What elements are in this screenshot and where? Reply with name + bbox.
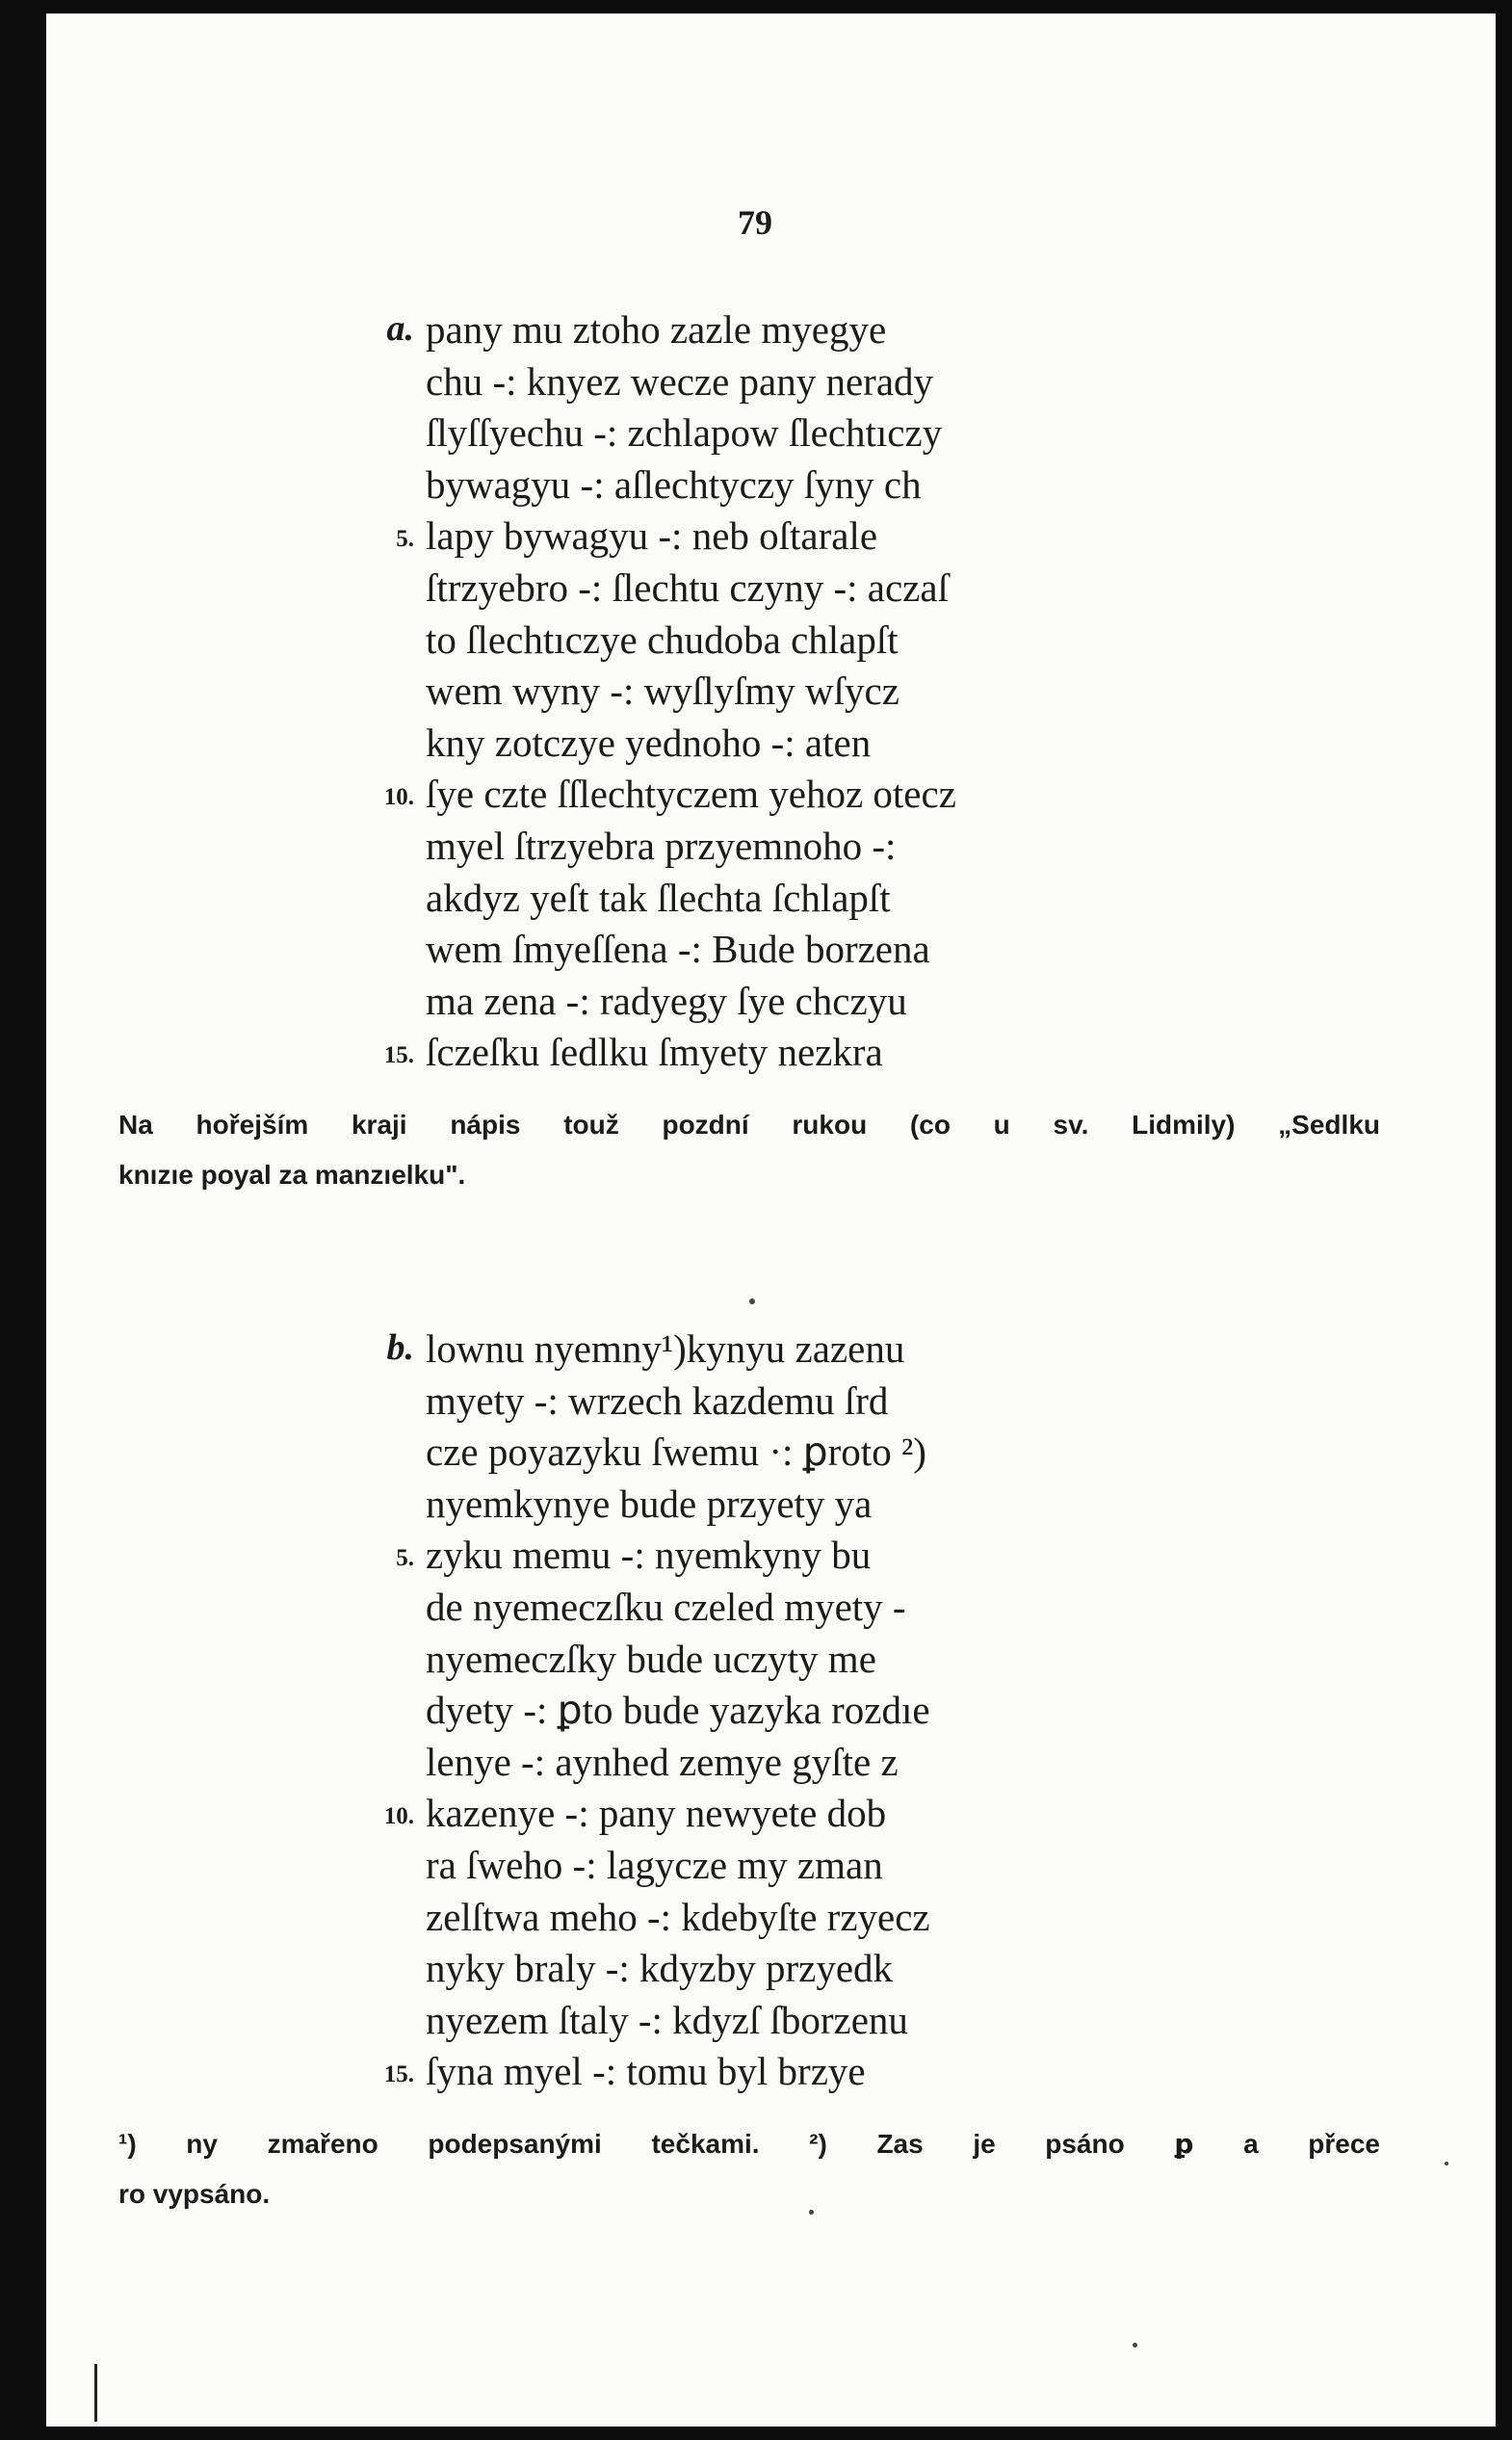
footnotes xyxy=(118,2119,1380,2219)
verse-text: de nyemeczſku czeled myety - xyxy=(426,1585,906,1629)
verse-line xyxy=(383,1030,883,1075)
verse-text: wem wyny -: wyſlyſmy wſycz xyxy=(426,669,899,714)
verse-text: pany mu ztoho zazle myegye xyxy=(426,307,887,352)
verse-line xyxy=(396,1533,872,1578)
verse-text: chu -: knyez wecze pany nerady xyxy=(426,358,934,404)
verse-line xyxy=(426,1377,889,1423)
verse-text: zelſtwa meho -: kdebyſte rzyecz xyxy=(426,1894,930,1939)
verse-line xyxy=(426,927,930,972)
scan-edge-mark xyxy=(94,2364,97,2422)
verse-line xyxy=(426,1430,926,1475)
verse-text: bywagyu -: aſlechtyczy ſyny ch xyxy=(426,461,922,507)
verse-line xyxy=(426,1894,930,1939)
line-marker: b. xyxy=(386,1327,414,1368)
verse-text: zyku memu -: nyemkyny bu xyxy=(426,1533,872,1578)
editorial-note-line-2: knızıe poyal za manzıelku". xyxy=(118,1160,466,1190)
verse-text: nyemkynye bude przyety ya xyxy=(426,1481,873,1526)
verse-line xyxy=(386,307,887,352)
document-page xyxy=(46,13,1496,2427)
verse-text: kazenye -: pany newyete dob xyxy=(426,1791,887,1836)
footnote-line-1: ¹) ny zmařeno podepsanými tečkami. ²) Zas je psáno ꝑ a přece xyxy=(118,2129,1380,2159)
verse-line xyxy=(426,1739,899,1784)
line-marker: 5. xyxy=(396,526,414,553)
verse-text: wem ſmyeſſena -: Bude borzena xyxy=(426,927,930,972)
verse-line xyxy=(426,720,872,765)
line-marker: 10. xyxy=(383,784,414,811)
verse-line xyxy=(426,1587,906,1627)
verse-text: ra ſweho -: lagycze my zman xyxy=(426,1843,883,1887)
footnote-line-2: ro vypsáno. xyxy=(118,2179,271,2209)
verse-text: cze poyazyku ſwemu ·: ꝑroto ²) xyxy=(426,1430,926,1475)
verse-line xyxy=(426,1997,908,2042)
verse-line xyxy=(383,1791,887,1836)
verse-line xyxy=(386,1326,905,1371)
verse-line xyxy=(426,1481,873,1526)
verse-text: ſlyſſyechu -: zchlapow ſlechtıczy xyxy=(426,410,943,456)
scan-speck xyxy=(1133,2343,1137,2348)
scan-speck xyxy=(809,2210,814,2215)
verse-text: lownu nyemny¹)kynyu zazenu xyxy=(426,1326,905,1371)
line-marker: 15. xyxy=(383,2061,414,2088)
verse-line xyxy=(383,2049,866,2094)
verse-text: nyemeczſky bude uczyty me xyxy=(426,1636,876,1681)
verse-text: ma zena -: radyegy ſye chczyu xyxy=(426,978,907,1023)
verse-text: myety -: wrzech kazdemu ſrd xyxy=(426,1377,889,1423)
verse-text: ſyna myel -: tomu byl brzye xyxy=(426,2049,866,2094)
verse-text: nyezem ſtaly -: kdyzſ ſborzenu xyxy=(426,1997,908,2042)
verse-text: nyky braly -: kdyzby przyedk xyxy=(426,1946,894,1991)
verse-line xyxy=(383,772,956,817)
verse-text: akdyz yeſt tak ſlechta ſchlapſt xyxy=(426,875,891,920)
verse-line xyxy=(426,669,899,714)
scan-speck xyxy=(1445,2162,1448,2165)
verse-line xyxy=(426,565,949,610)
verse-text: ſye czte ſſlechtyczem yehoz otecz xyxy=(426,772,956,817)
line-marker: 10. xyxy=(383,1803,414,1830)
verse-line xyxy=(426,1688,930,1733)
verse-line xyxy=(426,358,934,404)
verse-line xyxy=(396,513,878,559)
verse-text: lenye -: aynhed zemye gyſte z xyxy=(426,1739,899,1784)
verse-line xyxy=(426,1946,894,1991)
verse-line xyxy=(426,461,922,507)
verse-line xyxy=(426,978,907,1023)
verse-text: dyety -: ꝑto bude yazyka rozdıe xyxy=(426,1688,930,1733)
editorial-note xyxy=(118,1100,1380,1200)
editorial-note-line-1: Na hořejším kraji nápis touž pozdní rukou (co u sv. Lidmily) „Sedlku xyxy=(118,1110,1380,1140)
verse-line xyxy=(426,617,899,662)
line-marker: 5. xyxy=(396,1545,414,1572)
verse-text: ſczeſku ſedlku ſmyety nezkra xyxy=(426,1030,883,1075)
verse-text: lapy bywagyu -: neb oſtarale xyxy=(426,513,878,559)
verse-line xyxy=(426,1636,876,1681)
verse-text: myel ſtrzyebra przyemnoho -: xyxy=(426,824,897,868)
scan-speck xyxy=(749,1299,755,1304)
verse-text: to ſlechtıczye chudoba chlapſt xyxy=(426,617,899,662)
verse-line xyxy=(426,875,891,920)
verse-line xyxy=(426,826,896,866)
line-marker: a. xyxy=(386,308,414,349)
line-marker: 15. xyxy=(383,1042,414,1069)
verse-text: ſtrzyebro -: ſlechtu czyny -: aczaſ xyxy=(426,565,949,610)
page-number: 79 xyxy=(738,203,772,242)
verse-text: kny zotczye yednoho -: aten xyxy=(426,720,872,765)
verse-line xyxy=(426,410,943,456)
verse-line xyxy=(426,1843,883,1887)
